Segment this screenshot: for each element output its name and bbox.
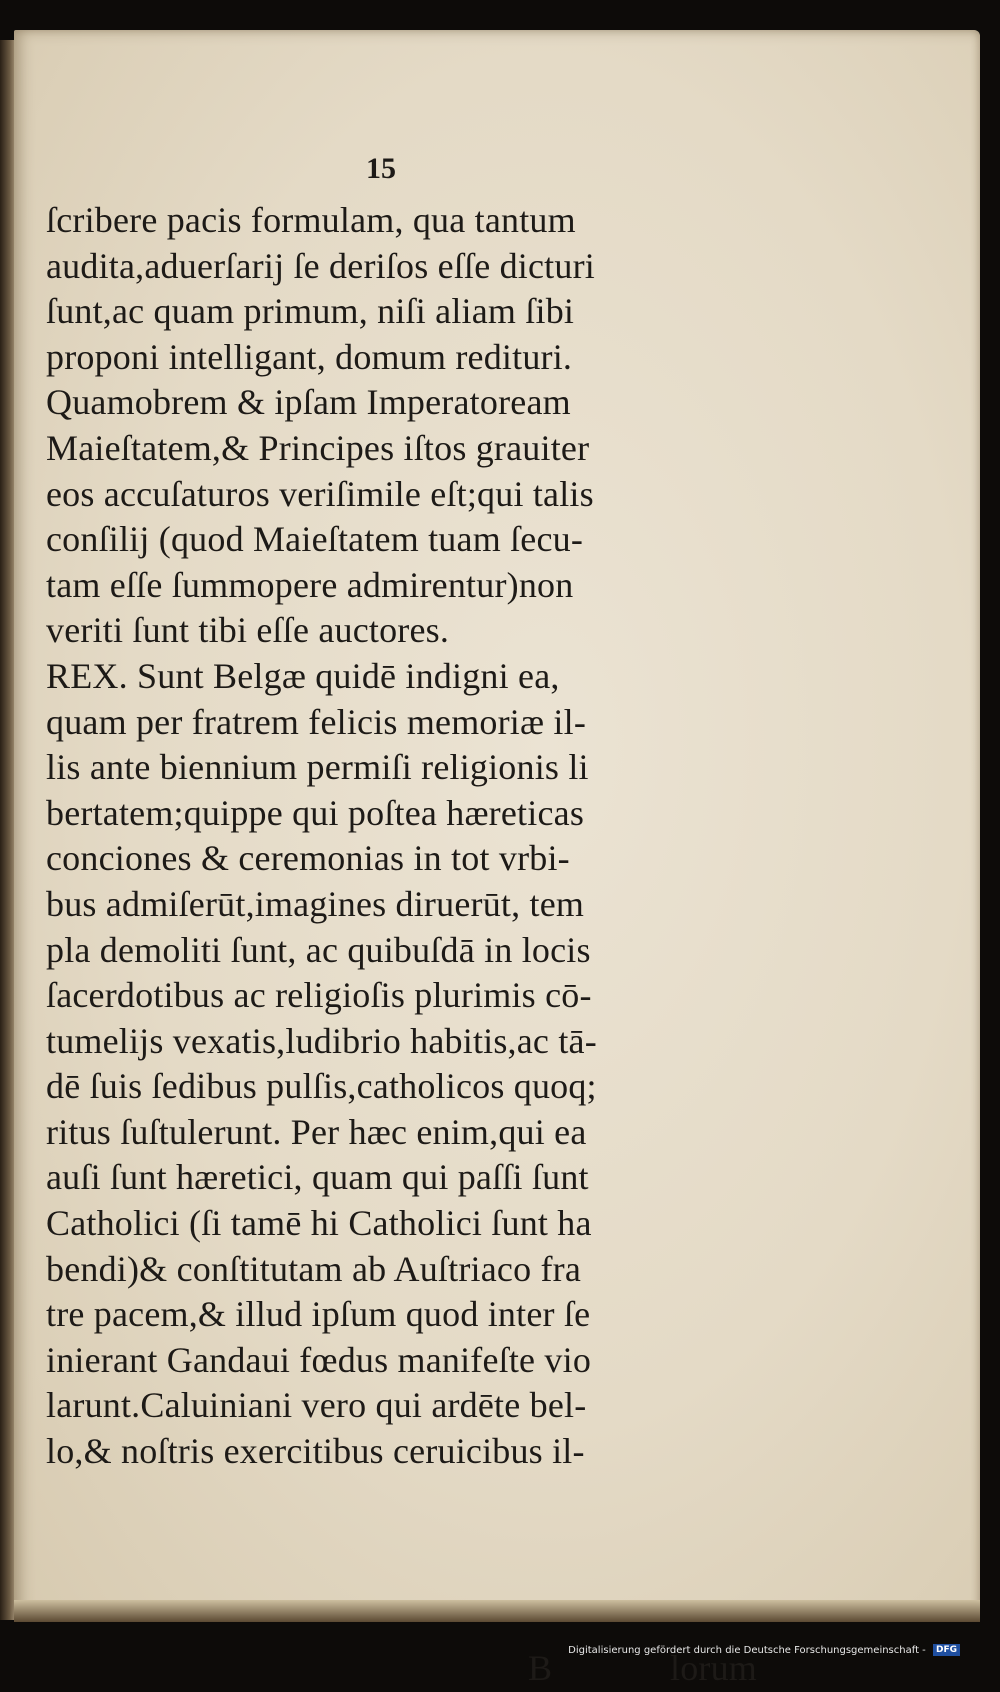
text-line: conſilij (quod Maieſtatem tuam ſecu- [46, 519, 584, 560]
text-line: inierant Gandaui fœdus manifeſte vio [46, 1339, 592, 1380]
catchword: lorum [670, 1648, 757, 1688]
text-line: lis ante biennium permiſi religionis li [46, 747, 589, 788]
text-line: Maieſtatem,& Principes iſtos grauiter [46, 427, 590, 468]
text-line: REX. Sunt Belgæ quidē indigni ea, [46, 655, 560, 696]
text-line: eos accuſaturos veriſimile eſt;qui talis [46, 473, 594, 514]
text-line: quam per fratrem felicis memoriæ il- [46, 701, 587, 742]
page-number: 15 [366, 152, 396, 185]
text-line: proponi intelligant, domum redituri. [46, 336, 573, 377]
text-line: bus admiſerūt,imagines diruerūt, tem [46, 883, 585, 924]
text-line: dē ſuis ſedibus pulſis,catholicos quoq; [46, 1066, 597, 1107]
text-line: tam eſſe ſummopere admirentur)non [46, 564, 574, 605]
dfg-logo: DFG [933, 1644, 960, 1656]
text-line: larunt.Caluiniani vero qui ardēte bel- [46, 1385, 587, 1426]
text-line: ſunt,ac quam primum, niſi aliam ſibi [46, 291, 575, 332]
text-line: conciones & ceremonias in tot vrbi- [46, 838, 570, 879]
text-line: bendi)& conſtitutam ab Auſtriaco fra [46, 1248, 582, 1289]
text-line: pla demoliti ſunt, ac quibuſdā in locis [46, 929, 591, 970]
signature-mark: B [528, 1648, 553, 1688]
text-line: ſcribere pacis formulam, qua tantum [46, 200, 576, 240]
page-bottom-edge [14, 1600, 980, 1622]
text-line: lo,& noſtris exercitibus ceruicibus il- [46, 1431, 585, 1472]
text-line: tumelijs vexatis,ludibrio habitis,ac tā- [46, 1020, 597, 1061]
digitization-credit [568, 1644, 960, 1656]
text-line: Catholici (ſi tamē hi Catholici ſunt ha [46, 1203, 592, 1244]
text-line: auſi ſunt hæretici, quam qui paſſi ſunt [46, 1157, 589, 1198]
credit-text: Digitalisierung gefördert durch die Deutsche Forschungsgemeinschaft - [568, 1645, 926, 1656]
text-line: tre pacem,& illud ipſum quod inter ſe [46, 1294, 591, 1335]
text-line: audita,aduerſarij ſe deriſos eſſe dicturi [46, 245, 595, 286]
text-line: Quamobrem & ipſam Imperatoream [46, 382, 571, 423]
text-line: bertatem;quippe qui poſtea hæreticas [46, 792, 585, 833]
text-line: ritus ſuſtulerunt. Per hæc enim,qui ea [46, 1111, 587, 1152]
text-line: veriti ſunt tibi eſſe auctores. [46, 610, 450, 651]
text-line: ſacerdotibus ac religioſis plurimis cō- [46, 975, 592, 1016]
